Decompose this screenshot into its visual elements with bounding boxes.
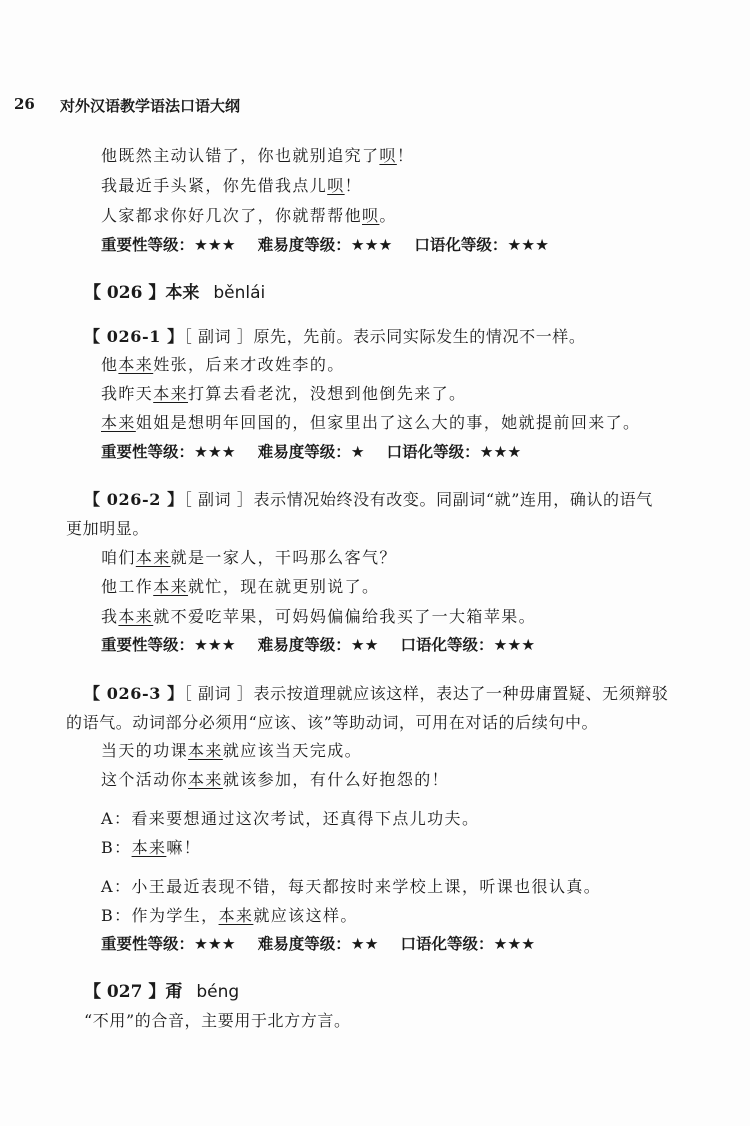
example-sentence: 我本来就不爱吃苹果，可妈妈偏偏给我买了一大箱苹果。 <box>101 607 537 626</box>
difficulty-rating: 难易度等级：★★★ <box>257 236 393 254</box>
sense-definition-continued: 更加明显。 <box>66 519 150 538</box>
sense-definition-continued: 的语气。动词部分必须用“应该、该”等助动词，可用在对话的后续句中。 <box>66 713 599 732</box>
example-sentence: 人家都求你好几次了，你就帮帮他呗。 <box>101 206 397 225</box>
importance-rating: 重要性等级：★★★ <box>101 443 236 461</box>
colloquial-rating: 口语化等级：★★★ <box>400 636 536 654</box>
example-sentence: 我最近手头紧，你先借我点儿呗！ <box>101 176 363 195</box>
entry-heading: 【 026 】本来 běnlái <box>84 283 266 303</box>
dialog-line: B：作为学生，本来就应该这样。 <box>101 906 358 925</box>
dialog-line: A：看来要想通过这次考试，还真得下点儿功夫。 <box>101 809 480 828</box>
rating-line <box>101 440 521 462</box>
entry-definition: “不用”的合音，主要用于北方方言。 <box>84 1011 351 1030</box>
difficulty-rating: 难易度等级：★★ <box>257 935 379 953</box>
example-sentence: 这个活动你本来就该参加，有什么好抱怨的！ <box>101 770 450 789</box>
example-sentence: 他本来姓张，后来才改姓李的。 <box>101 355 345 374</box>
importance-rating: 重要性等级：★★★ <box>101 236 236 254</box>
running-head-title: 对外汉语教学语法口语大纲 <box>60 97 241 115</box>
difficulty-rating: 难易度等级：★★ <box>257 636 379 654</box>
example-sentence: 他工作本来就忙，现在就更别说了。 <box>101 577 380 596</box>
example-sentence: 本来姐姐是想明年回国的，但家里出了这么大的事，她就提前回来了。 <box>101 413 641 432</box>
example-sentence: 他既然主动认错了，你也就别追究了呗！ <box>101 146 415 165</box>
importance-rating: 重要性等级：★★★ <box>101 636 236 654</box>
importance-rating: 重要性等级：★★★ <box>101 935 236 953</box>
rating-line <box>101 932 535 954</box>
example-sentence: 咱们本来就是一家人，干吗那么客气？ <box>101 548 397 567</box>
colloquial-rating: 口语化等级：★★★ <box>414 236 550 254</box>
colloquial-rating: 口语化等级：★★★ <box>386 443 522 461</box>
dialog-line: B：本来嘛！ <box>101 838 202 857</box>
rating-line <box>101 633 535 655</box>
colloquial-rating: 口语化等级：★★★ <box>400 935 536 953</box>
dialog-line: A：小王最近表现不错，每天都按时来学校上课，听课也很认真。 <box>101 877 602 896</box>
example-sentence: 当天的功课本来就应该当天完成。 <box>101 741 363 760</box>
example-sentence: 我昨天本来打算去看老沈，没想到他倒先来了。 <box>101 384 467 403</box>
sense-definition: 【 026-1 】［ 副词 ］原先，先前。表示同实际发生的情况不一样。 <box>84 327 586 346</box>
difficulty-rating: 难易度等级：★ <box>257 443 365 461</box>
rating-line <box>101 233 549 255</box>
page-number: 26 <box>14 95 35 113</box>
entry-heading: 【 027 】甭 béng <box>84 982 240 1002</box>
sense-definition: 【 026-3 】［ 副词 ］表示按道理就应该这样，表达了一种毋庸置疑、无须辩驳 <box>84 684 669 703</box>
sense-definition: 【 026-2 】［ 副词 ］表示情况始终没有改变。同副词“就”连用，确认的语气 <box>84 490 653 509</box>
